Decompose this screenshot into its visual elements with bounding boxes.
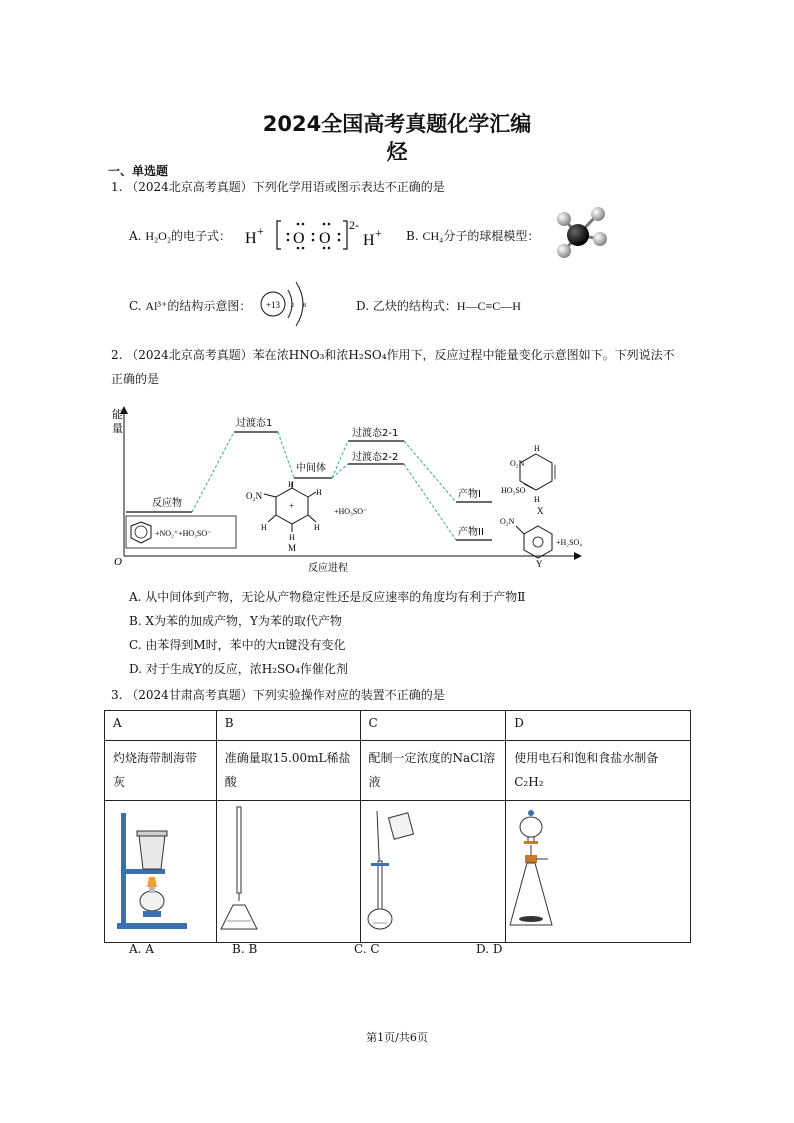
q1-b-text: 分子的球棍模型：: [443, 229, 540, 243]
page-title: 2024全国高考真题化学汇编: [262, 112, 532, 136]
q2-stem-line2: 正确的是: [111, 372, 160, 386]
y-no2: O₂N: [500, 517, 515, 526]
product-y-structure: [516, 526, 552, 558]
header-a: A: [105, 711, 217, 741]
q1-stem: 1. （2024北京高考真题）下列化学用语或图示表达不正确的是: [111, 180, 445, 194]
page-subtitle: 烃: [386, 140, 408, 164]
q1-option-b: [406, 227, 539, 244]
x-no2: O₂N: [510, 459, 525, 468]
q3-answer-b: B. B: [232, 942, 258, 956]
apparatus-c-cell: [360, 801, 506, 943]
q2-option-c: C. 由苯得到M时，苯中的大π键没有变化: [129, 638, 346, 652]
svg-text:O: O: [319, 230, 331, 247]
q1-c-formula: Al³⁺: [145, 299, 168, 313]
svg-text:H: H: [245, 230, 257, 247]
q1-option-d: [356, 297, 521, 314]
q3-stem: 3. （2024甘肃高考真题）下列实验操作对应的装置不正确的是: [111, 688, 445, 702]
apparatus-a-cell: [105, 801, 217, 943]
q1-d-label: D.: [356, 299, 370, 313]
q2-option-a: A. 从中间体到产物，无论从产物稳定性还是反应速率的角度均有利于产物Ⅱ: [129, 590, 526, 604]
q1-b-label: B.: [406, 229, 419, 243]
header-c: C: [360, 711, 506, 741]
q1-option-c: [129, 297, 251, 314]
crucible-burner-apparatus: [105, 801, 215, 939]
m-label: M: [288, 543, 297, 553]
m-side-product: +HO₃SO⁻: [334, 507, 368, 516]
x-axis-label: 反应进程: [308, 563, 348, 574]
header-d: D: [506, 711, 691, 741]
y-side-product: +H₂SO₄: [556, 538, 583, 547]
label-ts22: 过渡态2-2: [352, 452, 399, 463]
x-h-top: H: [534, 444, 540, 453]
desc-d: 使用电石和饱和食盐水制备C₂H₂: [506, 741, 691, 801]
q1-c-label: C.: [129, 299, 142, 313]
header-b: B: [216, 711, 360, 741]
svg-text:O: O: [293, 230, 305, 247]
svg-text:+: +: [375, 226, 382, 240]
q1-a-text: 的电子式：: [171, 229, 232, 243]
separatory-funnel-flask-apparatus: [506, 801, 689, 939]
y-axis-label-1: 能: [112, 408, 123, 421]
y-label: Y: [536, 559, 543, 569]
reagents-label: +NO₂⁺+HO₃SO⁻: [155, 529, 212, 538]
h2o2-electron-formula: [243, 215, 393, 255]
label-ts1: 过渡态1: [236, 418, 273, 429]
svg-text:2-: 2-: [349, 218, 359, 232]
m-no2: O₂N: [246, 491, 263, 501]
q1-c-text: 的结构示意图：: [167, 299, 252, 313]
label-product2: 产物II: [458, 527, 484, 538]
origin-label: O: [114, 556, 122, 568]
m-h-left: H: [261, 523, 267, 532]
desc-a: 灼烧海带制海带灰: [105, 741, 217, 801]
al-nucleus-label: +13: [265, 300, 281, 310]
q1-a-formula: H₂O₂: [145, 229, 172, 243]
q2-option-b: B. X为苯的加成产物，Y为苯的取代产物: [129, 614, 342, 628]
desc-c: 配制一定浓度的NaCl溶液: [360, 741, 506, 801]
x-label: X: [537, 506, 544, 516]
q1-option-a: [129, 227, 231, 244]
apparatus-table: [104, 710, 691, 943]
section-heading: 一、单选题: [108, 164, 169, 178]
y-axis-label-2: 量: [112, 422, 123, 435]
volumetric-flask-apparatus: [361, 801, 505, 939]
apparatus-d-cell: [506, 801, 691, 943]
svg-text:+: +: [257, 224, 264, 238]
m-h-bottom: H: [289, 533, 295, 542]
q2-stem-line1: 2. （2024北京高考真题）苯在浓HNO₃和浓H₂SO₄作用下，反应过程中能量变化示意图如下。下列说法不: [111, 348, 675, 362]
al-shell-1: 2: [291, 303, 294, 309]
energy-profile-diagram: [108, 402, 598, 574]
label-product1: 产物I: [458, 489, 481, 500]
label-ts21: 过渡态2-1: [352, 428, 399, 439]
q1-a-label: A.: [129, 229, 142, 243]
q3-answer-d: D. D: [476, 942, 503, 956]
m-h-top: H: [288, 480, 294, 489]
m-charge: +: [289, 501, 295, 511]
q3-answer-c: C. C: [354, 942, 380, 956]
m-h-right-low: H: [314, 523, 320, 532]
al-shell-2: 8: [303, 303, 306, 309]
svg-text:H: H: [363, 232, 375, 249]
apparatus-b-cell: [216, 801, 360, 943]
product-x-structure: [520, 454, 555, 490]
x-h-bottom: H: [534, 495, 540, 504]
m-h-right: H: [316, 488, 322, 497]
q2-option-d: D. 对于生成Y的反应，浓H₂SO₄作催化剂: [129, 662, 348, 676]
q1-b-formula: CH₄: [422, 229, 444, 243]
burette-flask-apparatus: [217, 801, 359, 939]
label-reactant: 反应物: [152, 498, 182, 509]
q3-answer-a: A. A: [129, 942, 154, 956]
label-intermediate: 中间体: [296, 463, 326, 474]
q1-d-structure: H—C≡C—H: [456, 299, 521, 313]
x-ho3so: HO₃SO: [501, 486, 526, 495]
al3-structure-diagram: [256, 276, 316, 332]
methane-ball-stick-model: [550, 205, 612, 263]
page-footer: 第1页/共6页: [366, 1031, 428, 1044]
q1-d-text: 乙炔的结构式：: [372, 299, 457, 313]
desc-b: 准确量取15.00mL稀盐酸: [216, 741, 360, 801]
